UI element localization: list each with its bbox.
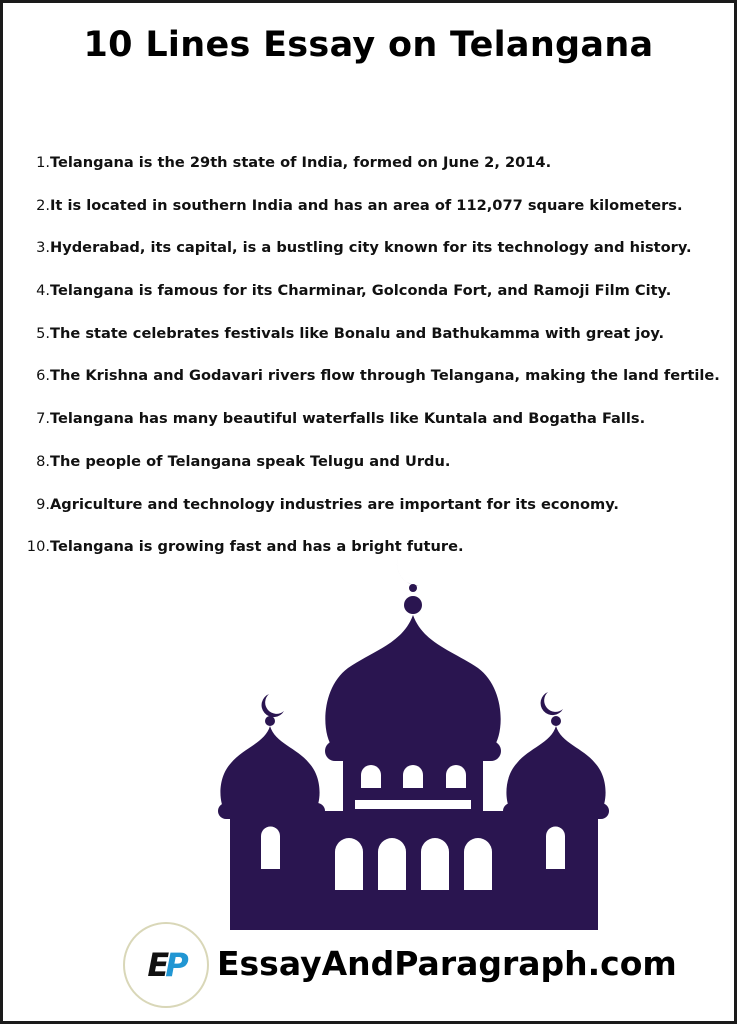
mosque-illustration: [3, 3, 737, 1024]
list-item: 8. The people of Telangana speak Telugu and Urdu.: [36, 452, 451, 470]
left-dome: [220, 726, 319, 811]
list-item: 4. Telangana is famous for its Charminar, Golconda Fort, and Ramoji Film City.: [36, 282, 672, 300]
list-item: 2. It is located in southern India and has an area of 112,077 square kilometers.: [36, 196, 683, 214]
list-item: 9. Agriculture and technology industries are important for its economy.: [36, 495, 619, 513]
list-item: 6. The Krishna and Godavari rivers flow through Telangana, making the land fertile.: [36, 367, 720, 385]
crescent-icon: [262, 694, 284, 717]
mosque-body: [230, 811, 598, 930]
site-name: EssayAndParagraph.com: [217, 944, 677, 983]
page-title: 10 Lines Essay on Telangana: [83, 25, 654, 65]
right-dome: [506, 726, 605, 811]
crescent-icon: [541, 692, 563, 715]
list-item: 1. Telangana is the 29th state of India, formed on June 2, 2014.: [36, 154, 552, 171]
list-item: 10. Telangana is growing fast and has a bright future.: [26, 538, 464, 556]
list-item: 3. Hyderabad, its capital, is a bustling city known for its technology and history.: [36, 239, 692, 257]
site-logo: E P: [123, 922, 209, 1008]
list-item: 7. Telangana has many beautiful waterfalls like Kuntala and Bogatha Falls.: [36, 410, 646, 428]
crescent-icon: [397, 549, 434, 586]
main-dome: [325, 615, 500, 748]
list-item: 5. The state celebrates festivals like Bonalu and Bathukamma with great joy.: [36, 324, 665, 342]
